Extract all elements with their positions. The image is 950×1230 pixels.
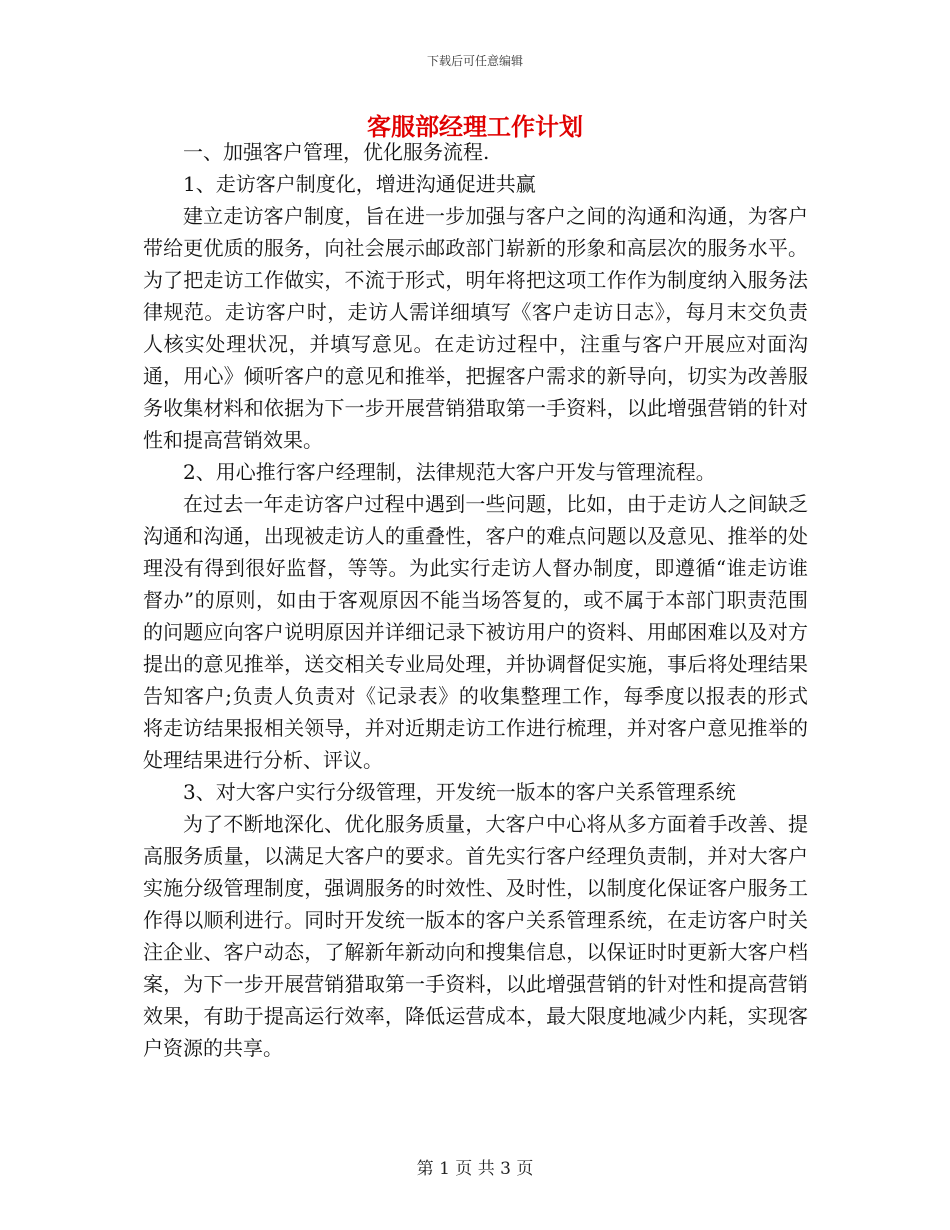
subsection-heading: 1、走访客户制度化，增进沟通促进共赢 (183, 172, 536, 196)
document-title: 客服部经理工作计划 (367, 112, 583, 141)
body-paragraph: 在过去一年走访客户过程中遇到一些问题，比如，由于走访人之间缺乏沟通和沟通，出现被走访人的重叠性，客户的难点问题以及意见、推举的处理没有得到很好监督，等等。为此实行走访人督办制度，即遵循“谁走访谁督办”的原则，如由于客观原因不能当场答复的，或不属于本部门职责范围的问题应向客户说明原因并详细记录下被访用户的资料、用邮困难以及对方提出的意见推举，送交相关专业局处理，并协调督促实施，事后将处理结果告知客户;负责人负责对《记录表》的收集整理工作，每季度以报表的形式将走访结果报相关领导，并对近期走访工作进行梳理，并对客户意见推举的处理结果进行分析、评议。 (143, 492, 808, 772)
header-note: 下载后可任意编辑 (426, 54, 523, 68)
subsection-heading: 2、用心推行客户经理制，法律规范大客户开发与管理流程。 (183, 460, 716, 484)
document-body (143, 136, 808, 1064)
body-paragraph: 建立走访客户制度，旨在进一步加强与客户之间的沟通和沟通，为客户带给更优质的服务，向社会展示邮政部门崭新的形象和高层次的服务水平。为了把走访工作做实，不流于形式，明年将把这项工作作为制度纳入服务法律规范。走访客户时，走访人需详细填写《客户走访日志》，每月末交负责人核实处理状况，并填写意见。在走访过程中，注重与客户开展应对面沟通，用心》倾听客户的意见和推举，把握客户需求的新导向，切实为改善服务收集材料和依据为下一步开展营销猎取第一手资料，以此增强营销的针对性和提高营销效果。 (143, 204, 808, 452)
page-footer: 第 1 页 共 3 页 (416, 1159, 534, 1179)
section-heading: 一、加强客户管理，优化服务流程. (183, 140, 490, 164)
subsection-heading: 3、对大客户实行分级管理，开发统一版本的客户关系管理系统 (183, 780, 736, 804)
body-paragraph: 为了不断地深化、优化服务质量，大客户中心将从多方面着手改善、提高服务质量，以满足大客户的要求。首先实行客户经理负责制，并对大客户实施分级管理制度，强调服务的时效性、及时性，以制度化保证客户服务工作得以顺利进行。同时开发统一版本的客户关系管理系统，在走访客户时关注企业、客户动态，了解新年新动向和搜集信息，以保证时时更新大客户档案，为下一步开展营销猎取第一手资料，以此增强营销的针对性和提高营销效果，有助于提高运行效率，降低运营成本，最大限度地减少内耗，实现客户资源的共享。 (143, 812, 808, 1060)
